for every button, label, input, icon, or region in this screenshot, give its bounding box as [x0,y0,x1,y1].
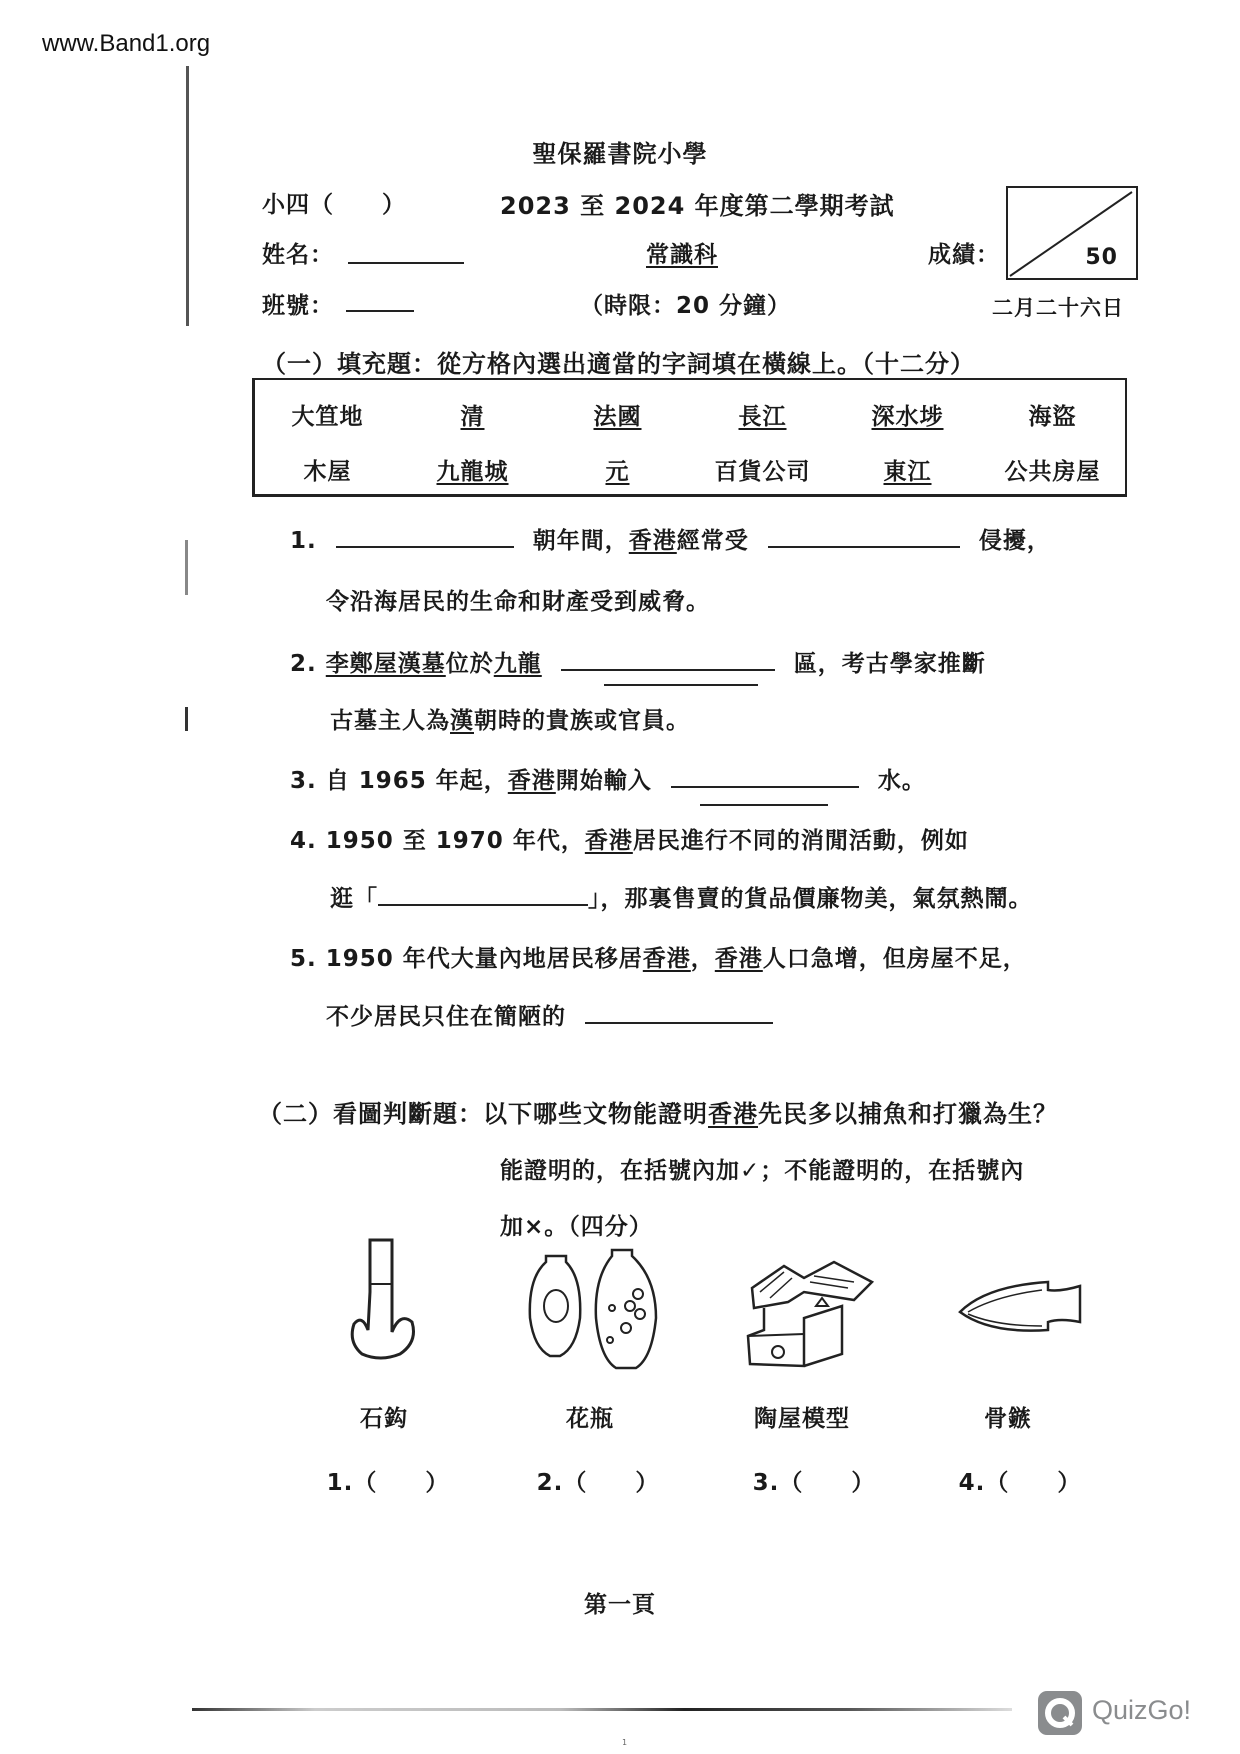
section1-title: （一）填充題：從方格內選出適當的字詞填在橫線上。（十二分） [262,350,975,378]
question-text: 古墓主人為 [330,708,450,734]
answer-blank[interactable] [378,900,588,906]
question-number: 3. [290,768,317,794]
artifact-label: 石鈎 [360,1406,408,1432]
word-bank-item: 海盜 [1028,404,1077,430]
question-text: ， [690,946,715,972]
question-5-line2 [326,998,773,1031]
question-2 [290,645,986,678]
section2-title-text: （二）看圖判斷題：以下哪些文物能證明 [258,1100,708,1128]
proper-noun: 漢 [450,708,474,734]
time-limit: （時限：20 分鐘） [580,293,792,319]
section2-instruction: 能證明的，在括號內加✓；不能證明的，在括號內 [500,1158,1025,1184]
word-bank-item: 公共房屋 [1004,459,1101,485]
class-no-field[interactable] [346,306,414,312]
question-4 [290,822,969,855]
question-text: 侵擾， [978,528,1051,554]
bone-arrowhead-icon [956,1276,1086,1340]
question-number: 2. [290,651,317,677]
question-1 [290,522,1051,555]
proper-noun: 九龍 [493,651,542,677]
underline-mark [604,684,758,686]
question-text: 自 1965 年起， [325,768,508,794]
question-1-line2: 令沿海居民的生命和財產受到威脅。 [326,589,710,615]
proper-noun: 香港 [714,946,763,972]
question-text: 人口急增，但房屋不足， [762,946,1027,972]
question-text: 居民進行不同的消閒活動，例如 [632,828,969,854]
question-text: 開始輸入 [555,768,652,794]
score-total: 50 [1085,245,1118,270]
question-5 [290,940,1027,973]
proper-noun: 香港 [584,828,633,854]
answer-blank[interactable] [561,665,775,671]
class-no-label: 班號： [262,293,334,319]
proper-noun: 香港 [628,528,677,554]
q-icon [1038,1691,1082,1735]
answer-bracket-4[interactable]: 4.（ ） [958,1470,1082,1496]
answer-bracket-1[interactable]: 1.（ ） [326,1470,450,1496]
question-text: 經常受 [676,528,749,554]
question-text: 位於 [445,651,494,677]
word-bank-item: 法國 [593,404,642,430]
proper-noun: 香港 [507,768,556,794]
artifact-label: 陶屋模型 [754,1406,850,1432]
word-bank-box [252,378,1127,497]
question-text: 逛「 [330,886,378,912]
answer-bracket-3[interactable]: 3.（ ） [752,1470,876,1496]
section2-instruction: 加×。（四分） [500,1214,653,1240]
watermark-text: www.Band1.org [42,30,211,57]
word-bank-item: 元 [605,459,630,485]
subject-title: 常識科 [646,242,718,268]
question-number: 1. [290,528,317,554]
question-4-line2 [330,880,1033,913]
word-bank-item: 長江 [738,404,787,430]
artifact-label: 花瓶 [566,1406,614,1432]
quizgo-logo-icon [1038,1691,1082,1735]
name-field[interactable] [348,258,464,264]
brand-name: QuizGo! [1092,1695,1192,1725]
question-3 [290,762,926,795]
word-bank-item: 百貨公司 [714,459,811,485]
page-number: 第一頁 [584,1592,656,1618]
question-number: 4. [290,828,317,854]
word-bank-item: 深水埗 [871,404,944,430]
question-text: 區，考古學家推斷 [793,651,986,677]
question-number: 5. [290,946,317,972]
word-bank-item: 木屋 [303,459,352,485]
answer-blank[interactable] [768,542,960,548]
answer-blank[interactable] [671,782,859,788]
score-box [1006,186,1138,280]
question-text: 不少居民只住在簡陋的 [326,1004,566,1030]
scan-edge-line [192,1708,1012,1711]
word-bank-item: 大笪地 [291,404,364,430]
word-bank-item: 九龍城 [436,459,509,485]
tiny-mark: 1 [622,1738,628,1747]
underline-mark [700,804,828,806]
proper-noun: 香港 [708,1100,758,1128]
question-text: 1950 年代大量內地居民移居 [325,946,643,972]
pottery-house-icon [744,1258,874,1370]
binding-mark [185,707,188,731]
school-name: 聖保羅書院小學 [532,140,708,168]
binding-line [186,66,189,326]
exam-title: 2023 至 2024 年度第二學期考試 [500,192,895,220]
exam-date: 二月二十六日 [992,296,1124,320]
word-bank-item: 清 [460,404,485,430]
name-label: 姓名： [262,242,334,268]
question-text: 朝時的貴族或官員。 [474,708,690,734]
binding-mark [185,540,188,595]
answer-bracket-2[interactable]: 2.（ ） [536,1470,660,1496]
question-text: 」，那裏售賣的貨品價廉物美，氣氛熱鬧。 [588,886,1033,912]
answer-blank[interactable] [585,1018,773,1024]
question-text: 水。 [877,768,926,794]
question-text: 朝年間， [532,528,629,554]
artifact-label: 骨鏃 [984,1406,1032,1432]
question-2-line2 [330,702,690,735]
section2-title-text: 先民多以捕魚和打獵為生？ [758,1100,1058,1128]
stone-hook-icon [340,1232,440,1372]
section2-title [258,1094,1058,1129]
proper-noun: 李鄭屋漢墓 [325,651,446,677]
answer-blank[interactable] [336,542,514,548]
proper-noun: 香港 [642,946,691,972]
word-bank-item: 東江 [883,459,932,485]
grade-label: 小四（ ） [262,192,406,218]
question-text: 1950 至 1970 年代， [325,828,585,854]
score-label: 成績： [928,242,1000,268]
vase-icon [520,1248,670,1378]
